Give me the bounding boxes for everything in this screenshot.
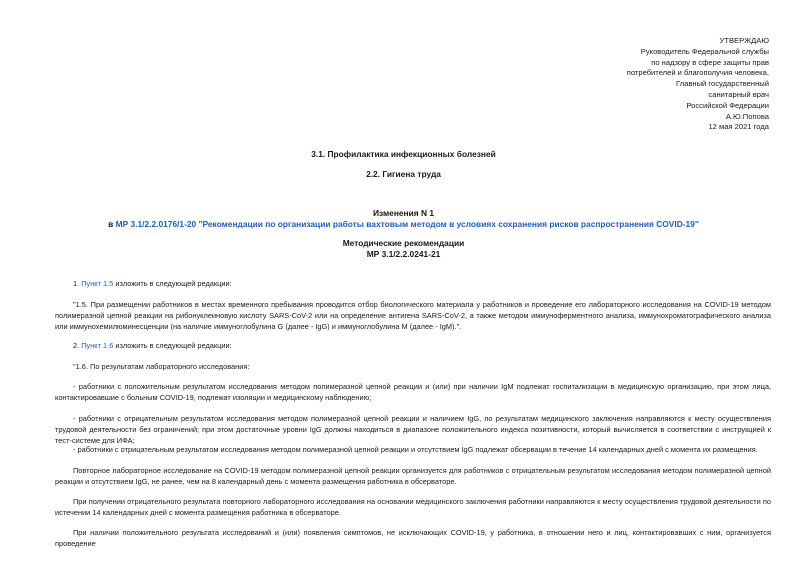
subsection-heading: 2.2. Гигиена труда	[366, 169, 441, 179]
changes-title: Изменения N 1	[373, 208, 434, 218]
approval-line: Российской Федерации	[686, 100, 769, 110]
item-number: 2.	[73, 341, 82, 350]
method-title: Методические рекомендации	[342, 238, 465, 248]
item-number: 1.	[73, 279, 82, 288]
paragraph-1	[55, 278, 771, 289]
approval-line: УТВЕРЖДАЮ	[719, 36, 769, 45]
section-heading: 3.1. Профилактика инфекционных болезней	[311, 149, 496, 159]
method-number: МР 3.1/2.2.0241-21	[366, 249, 441, 259]
changes-subtitle	[0, 219, 807, 229]
paragraph-1-5-text: "1.5. При размещении работников в местах временного пребывания проводится отбор биологического материала у работников и проведение его лабораторного исследования на COVID-19 методом полимеразной цепной реакции на рибонуклеиновую кислоту SARS-CoV-2 или на определение антигена SARS-CoV-2, а также методом иммуноферментного анализа, иммунохроматографического анализа или иммунохемилюминесценции (на наличие иммуноглобулина G (далее - IgG) и иммуноглобулина М (далее - IgM).".	[55, 300, 771, 331]
approval-line: Руководитель Федеральной службы	[640, 46, 769, 56]
approval-line: санитарный врач	[708, 89, 769, 99]
item-text: изложить в следующей редакции:	[113, 341, 232, 350]
paragraph-negative-igg: - работники с отрицательным результатом исследования методом полимеразной цепной реакции и наличием IgG, по результатам медицинского заключения направляются к месту осуществления трудовой деятельности без ограничений; при этом достаточные уровни IgG должны находиться в диапазоне положительного индекса позитивности, который вычисляется в соответствии с инструкцией к тест-системе для ИФА;	[55, 414, 771, 445]
paragraph-negative-repeat: При получении отрицательного результата повторного лабораторного исследования на основании медицинского заключения работники направляются к месту осуществления трудовой деятельности по истечении 14 календарных дней с момента размещения работника в обсерваторе.	[55, 497, 771, 517]
item-text: изложить в следующей редакции:	[113, 279, 232, 288]
approval-line: Главный государственный	[676, 79, 769, 89]
paragraph-positive-result: - работники с положительным результатом исследования методом полимеразной цепной реакции и (или) при наличии IgM подлежат госпитализации в медицинскую организацию, при этом лица, контактировавшие с больным COVID-19, подлежат изоляции и медицинскому наблюдению;	[55, 382, 771, 402]
approval-line: А.Ю.Попова	[725, 111, 769, 121]
approval-line: 12 мая 2021 года	[708, 122, 769, 132]
paragraph-repeat-test: Повторное лабораторное исследование на COVID-19 методом полимеразной цепной реакции организуется для работников с отрицательным результатом исследования методом полимеразной цепной реакции и отсутствием IgG, не ранее, чем на 8 календарный день с момента размещения работника в обсерваторе.	[55, 466, 771, 486]
approval-block	[627, 36, 769, 133]
paragraph-1-6-intro: "1.6. По результатам лабораторного исследования:	[73, 362, 250, 371]
changes-prefix: в	[108, 219, 116, 229]
clause-1-5-link[interactable]: Пункт 1.5	[81, 279, 114, 288]
source-document-link[interactable]: МР 3.1/2.2.0176/1-20 "Рекомендации по организации работы вахтовым методом в условиях сохранения рисков распространения COVID-19"	[115, 219, 699, 229]
paragraph-positive-symptoms: При наличии положительного результата исследований и (или) появления симптомов, не исключающих COVID-19, у работника, в отношении него и лиц, контактировавших с ним, организуется проведение	[55, 528, 771, 548]
paragraph-2	[55, 340, 771, 351]
approval-line: потребителей и благополучия человека,	[626, 68, 769, 78]
paragraph-negative-no-igg: - работники с отрицательным результатом исследования методом полимеразной цепной реакции и отсутствием IgG подлежат обсервации в течение 14 календарных дней с момента их размещения.	[73, 445, 758, 454]
clause-1-6-link[interactable]: Пункт 1.6	[81, 341, 114, 350]
approval-line: по надзору в сфере защиты прав	[651, 57, 769, 67]
